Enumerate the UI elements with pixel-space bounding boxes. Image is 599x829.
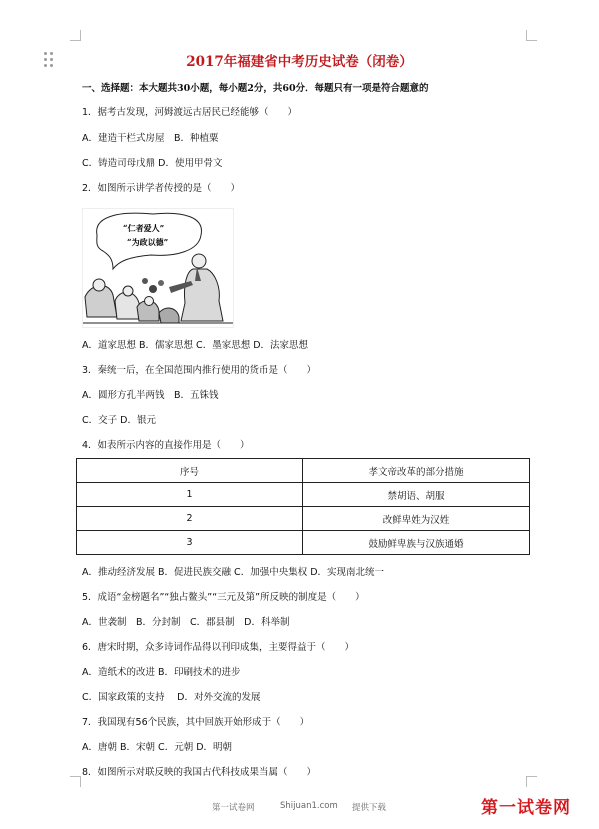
table-header-cell: 孝文帝改革的部分措施: [303, 459, 530, 483]
section-heading: 一、选择题：本大题共30小题，每小题2分，共60分．每题只有一项是符合题意的: [82, 83, 429, 94]
question-line: 8．如图所示对联反映的我国古代科技成果当属（ ）: [82, 767, 317, 778]
answer-options: A．造纸术的改进 B．印刷技术的进步: [82, 667, 241, 678]
reform-measures-table: [76, 458, 530, 555]
table-cell: 鼓励鲜卑族与汉族通婚: [303, 531, 530, 555]
answer-options: A．道家思想 B．儒家思想 C．墨家思想 D．法家思想: [82, 340, 309, 351]
page-corner-mark: [526, 776, 537, 787]
answer-options: A．世袭制 B．分封制 C．郡县制 D．科举制: [82, 617, 290, 628]
confucius-lecture-illustration: [82, 208, 234, 328]
answer-options: A．圆形方孔半两钱 B．五铢钱: [82, 390, 219, 401]
page-corner-mark: [70, 776, 81, 787]
page-corner-mark: [70, 30, 81, 41]
question-line: 1．据考古发现，河姆渡远古居民已经能够（ ）: [82, 107, 298, 118]
answer-options: C．国家政策的支持 D．对外交流的发展: [82, 692, 261, 703]
answer-options: A．建造干栏式房屋 B．种植粟: [82, 133, 219, 144]
footer-slogan: 提供下载: [352, 803, 387, 813]
table-cell: 改鲜卑姓为汉姓: [303, 507, 530, 531]
question-line: 5．成语“金榜题名”“独占鳌头”“三元及第”所反映的制度是（ ）: [82, 592, 365, 603]
table-cell: 禁胡语、胡服: [303, 483, 530, 507]
question-line: 4．如表所示内容的直接作用是（ ）: [82, 440, 250, 451]
speech-bubble-text: “为政以德”: [127, 237, 169, 247]
answer-options: C．铸造司母戊鼎 D．使用甲骨文: [82, 158, 223, 169]
table-row: [77, 531, 530, 555]
table-header-row: [77, 459, 530, 483]
brand-watermark: 第一试卷网: [481, 798, 571, 818]
table-cell: 1: [77, 483, 303, 507]
footer-site-name: 第一试卷网: [212, 803, 255, 813]
table-cell: 2: [77, 507, 303, 531]
question-line: 2．如图所示讲学者传授的是（ ）: [82, 183, 241, 194]
document-title: 2017年福建省中考历史试卷（闭卷）: [186, 54, 413, 70]
question-line: 3．秦统一后，在全国范围内推行使用的货币是（ ）: [82, 365, 317, 376]
table-cell: 3: [77, 531, 303, 555]
speech-bubble-text: “仁者爱人”: [123, 223, 165, 233]
table-header-cell: 序号: [77, 459, 303, 483]
question-line: 6．唐宋时期，众多诗词作品得以刊印成集，主要得益于（ ）: [82, 642, 355, 653]
answer-options: C．交子 D．银元: [82, 415, 156, 426]
answer-options: A．唐朝 B．宋朝 C．元朝 D．明朝: [82, 742, 233, 753]
table-row: [77, 483, 530, 507]
footer-domain-link[interactable]: Shijuan1.com: [280, 801, 338, 811]
answer-options: A．推动经济发展 B．促进民族交融 C．加强中央集权 D．实现南北统一: [82, 567, 385, 578]
page-corner-mark: [526, 30, 537, 41]
table-row: [77, 507, 530, 531]
question-line: 7．我国现有56个民族，其中回族开始形成于（ ）: [82, 717, 310, 728]
